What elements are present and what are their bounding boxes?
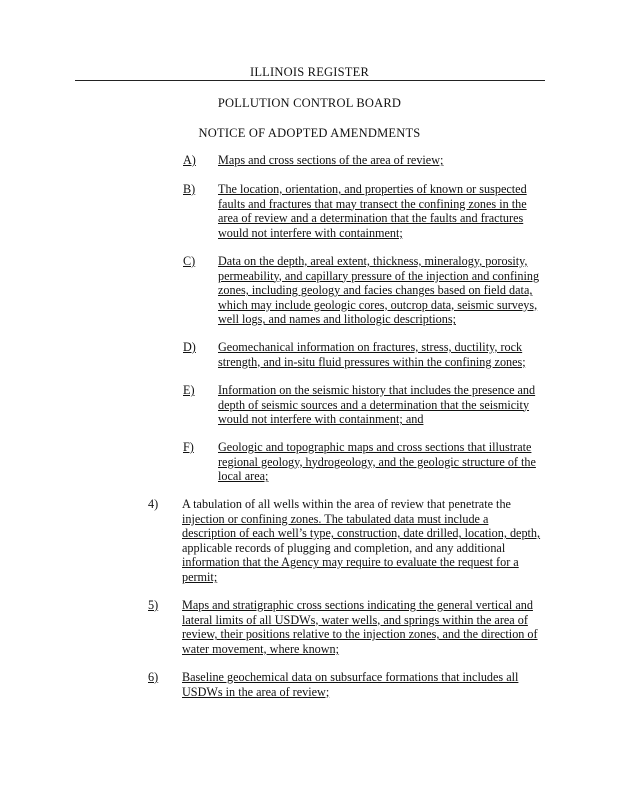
sub-item-label: D) xyxy=(183,340,196,354)
board-title: POLLUTION CONTROL BOARD xyxy=(217,96,402,110)
sub-item-text: The location, orientation, and properties of known or suspected faults and fractures that may transect the confining zones in the area of review and a determination that the faults and fractures would not interfere with containment; xyxy=(218,182,527,240)
sub-item-text: Data on the depth, areal extent, thickness, mineralogy, porosity, permeability, and capillary pressure of the injection and confining zones, including geology and facies changes based on field data, which may include geologic cores, outcrop data, seismic surveys, well logs, and names and lithologic descriptions; xyxy=(218,254,540,327)
sub-item-text: Geologic and topographic maps and cross sections that illustrate regional geology, hydrogeology, and the geologic structure of the local area; xyxy=(218,440,536,484)
item-label: 5) xyxy=(148,598,159,612)
item-label: 6) xyxy=(148,670,159,684)
sub-item-text: Information on the seismic history that includes the presence and depth of seismic sources and a determination that the seismicity would not interfere with containment; and xyxy=(218,383,536,427)
sub-item-label: A) xyxy=(183,153,196,167)
header-rule xyxy=(75,80,545,81)
notice-title: NOTICE OF ADOPTED AMENDMENTS xyxy=(198,126,421,140)
item-text: Baseline geochemical data on subsurface formations that includes all USDWs in the area of review; xyxy=(182,670,519,699)
sub-item-label: B) xyxy=(183,182,196,196)
item-label: 4) xyxy=(148,497,159,511)
item-text: Maps and stratigraphic cross sections indicating the general vertical and lateral limits of all USDWs, water wells, and springs within the area of review, their positions relative to the injection zones, and the direction of water movement, where known; xyxy=(182,598,538,656)
sub-item-text: Geomechanical information on fractures, stress, ductility, rock strength, and in-situ fluid pressures within the confining zones; xyxy=(218,340,526,369)
register-title: ILLINOIS REGISTER xyxy=(249,65,369,79)
sub-item-label: F) xyxy=(183,440,194,454)
sub-item-label: C) xyxy=(183,254,196,268)
item-text: A tabulation of all wells within the area of review that penetrate the injection or confining zones. The tabulated data must include a description of each well’s type, construction, date drilled, location, depth, applicable records of plugging and completion, and any additional information that the Agency may require to evaluate the request for a permit; xyxy=(182,497,541,584)
sub-item-label: E) xyxy=(183,383,195,397)
sub-item-text: Maps and cross sections of the area of review; xyxy=(218,153,444,167)
